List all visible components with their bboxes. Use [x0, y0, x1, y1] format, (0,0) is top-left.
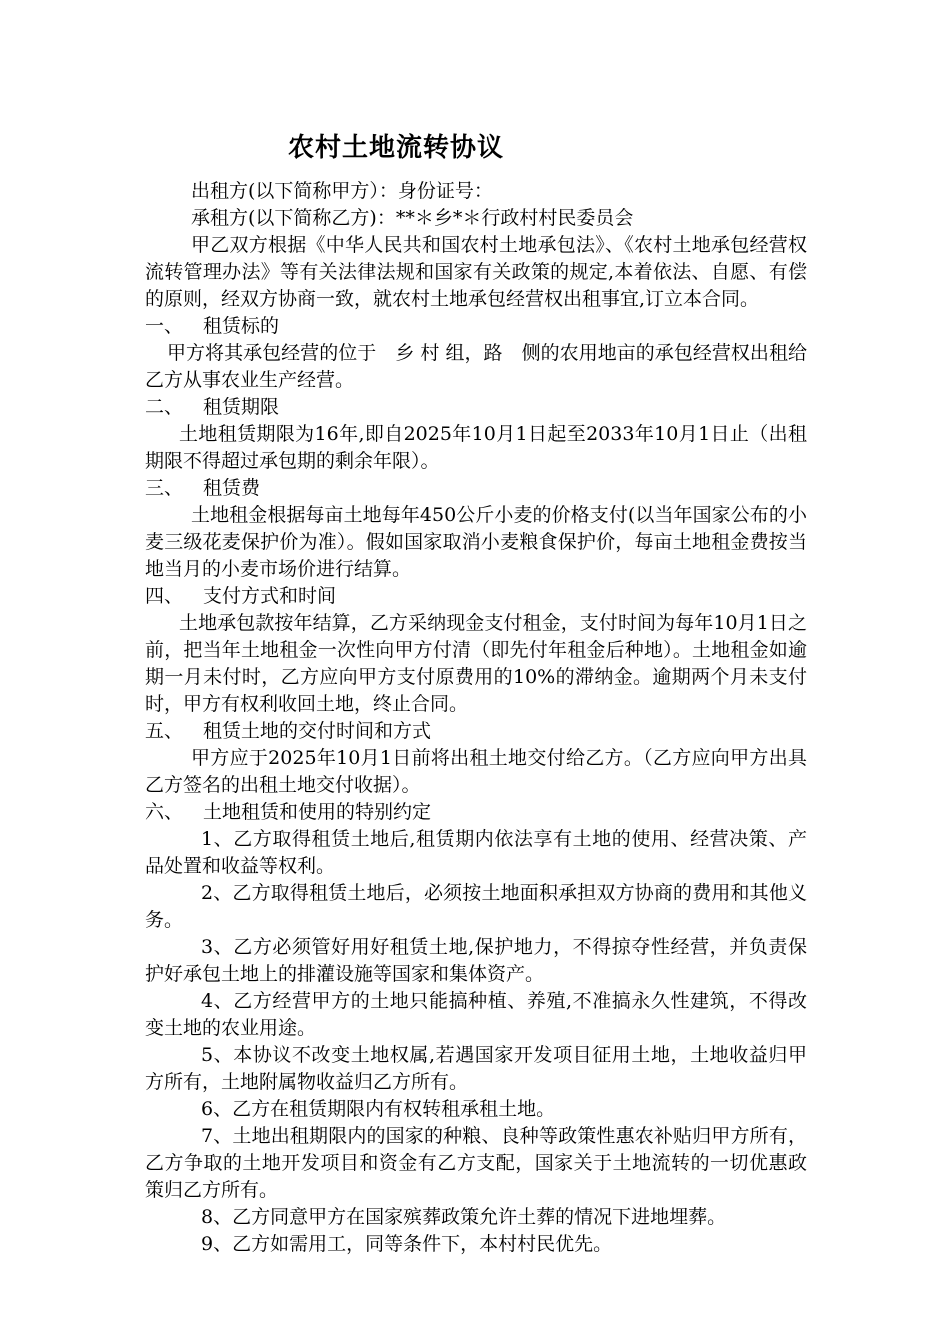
- special-term: 5、本协议不改变土地权属,若遇国家开发项目征用土地，土地收益归甲方所有，土地附属物收益归乙方所有。: [145, 1044, 807, 1093]
- section-title: 租赁标的: [203, 315, 280, 337]
- special-term: 6、乙方在租赁期限内有权转租承租土地。: [201, 1098, 556, 1120]
- section-body-5: 甲方应于2025年10月1日前将出租土地交付给乙方。（乙方应向甲方出具乙方签名的出租土地交付收据）。: [145, 747, 807, 796]
- document-title: 农村土地流转协议: [288, 133, 505, 163]
- special-term: 1、乙方取得租赁土地后,租赁期内依法享有土地的使用、经营决策、产品处置和收益等权利。: [145, 828, 807, 877]
- section-title: 租赁期限: [203, 396, 280, 418]
- section-body-3: 土地租金根据每亩土地每年450公斤小麦的价格支付(以当年国家公布的小麦三级花麦保护价为准）。假如国家取消小麦粮食保护价，每亩土地租金费按当地当月的小麦市场价进行结算。: [145, 504, 807, 580]
- lessor-line: 出租方(以下简称甲方）：身份证号：: [191, 180, 493, 202]
- special-term: 8、乙方同意甲方在国家殡葬政策允许土葬的情况下进地埋葬。: [201, 1206, 727, 1228]
- section-heading-2: 二、 租赁期限: [145, 396, 280, 418]
- section-title: 土地租赁和使用的特别约定: [203, 801, 432, 823]
- section-heading-6: 六、 土地租赁和使用的特别约定: [145, 801, 432, 823]
- special-term: 9、乙方如需用工，同等条件下，本村村民优先。: [201, 1233, 613, 1255]
- section-body-2: 土地租赁期限为16年,即自2025年10月1日起至2033年10月1日止（出租期限不得超过承包期的剩余年限）。: [145, 423, 807, 472]
- section-body-1: 甲方将其承包经营的位于 乡 村 组，路 侧的农用地亩的承包经营权出租给乙方从事农业生产经营。: [145, 342, 807, 391]
- special-term: 2、乙方取得租赁土地后，必须按土地面积承担双方协商的费用和其他义务。: [145, 882, 807, 931]
- special-term: 3、乙方必须管好用好租赁土地,保护地力，不得掠夺性经营，并负责保护好承包土地上的排灌设施等国家和集体资产。: [145, 936, 807, 985]
- document-page: [145, 128, 807, 1258]
- section-heading-3: 三、 租赁费: [145, 477, 261, 499]
- section-heading-5: 五、 租赁土地的交付时间和方式: [145, 720, 432, 742]
- section-title: 租赁土地的交付时间和方式: [203, 720, 432, 742]
- lessee-line: 承租方(以下简称乙方)：**＊乡*＊行政村村民委员会: [191, 207, 634, 229]
- section-heading-1: 一、 租赁标的: [145, 315, 280, 337]
- section-title: 租赁费: [203, 477, 261, 499]
- special-term: 4、乙方经营甲方的土地只能搞种植、养殖,不准搞永久性建筑，不得改变土地的农业用途。: [145, 990, 807, 1039]
- intro-paragraph: 甲乙双方根据《中华人民共和国农村土地承包法》、《农村土地承包经营权流转管理办法》等有关法律法规和国家有关政策的规定,本着依法、自愿、有偿的原则，经双方协商一致，就农村土地承包经营权出租事宜,订立本合同。: [145, 234, 807, 310]
- section-heading-4: 四、 支付方式和时间: [145, 585, 337, 607]
- section-body-4: 土地承包款按年结算，乙方采纳现金支付租金，支付时间为每年10月1日之前，把当年土地租金一次性向甲方付清（即先付年租金后种地）。土地租金如逾期一月未付时，乙方应向甲方支付原费用的10%的滞纳金。逾期两个月未支付时，甲方有权利收回土地，终止合同。: [145, 612, 807, 715]
- section-title: 支付方式和时间: [203, 585, 337, 607]
- special-term: 7、土地出租期限内的国家的种粮、良种等政策性惠农补贴归甲方所有，乙方争取的土地开发项目和资金有乙方支配，国家关于土地流转的一切优惠政策归乙方所有。: [145, 1125, 807, 1201]
